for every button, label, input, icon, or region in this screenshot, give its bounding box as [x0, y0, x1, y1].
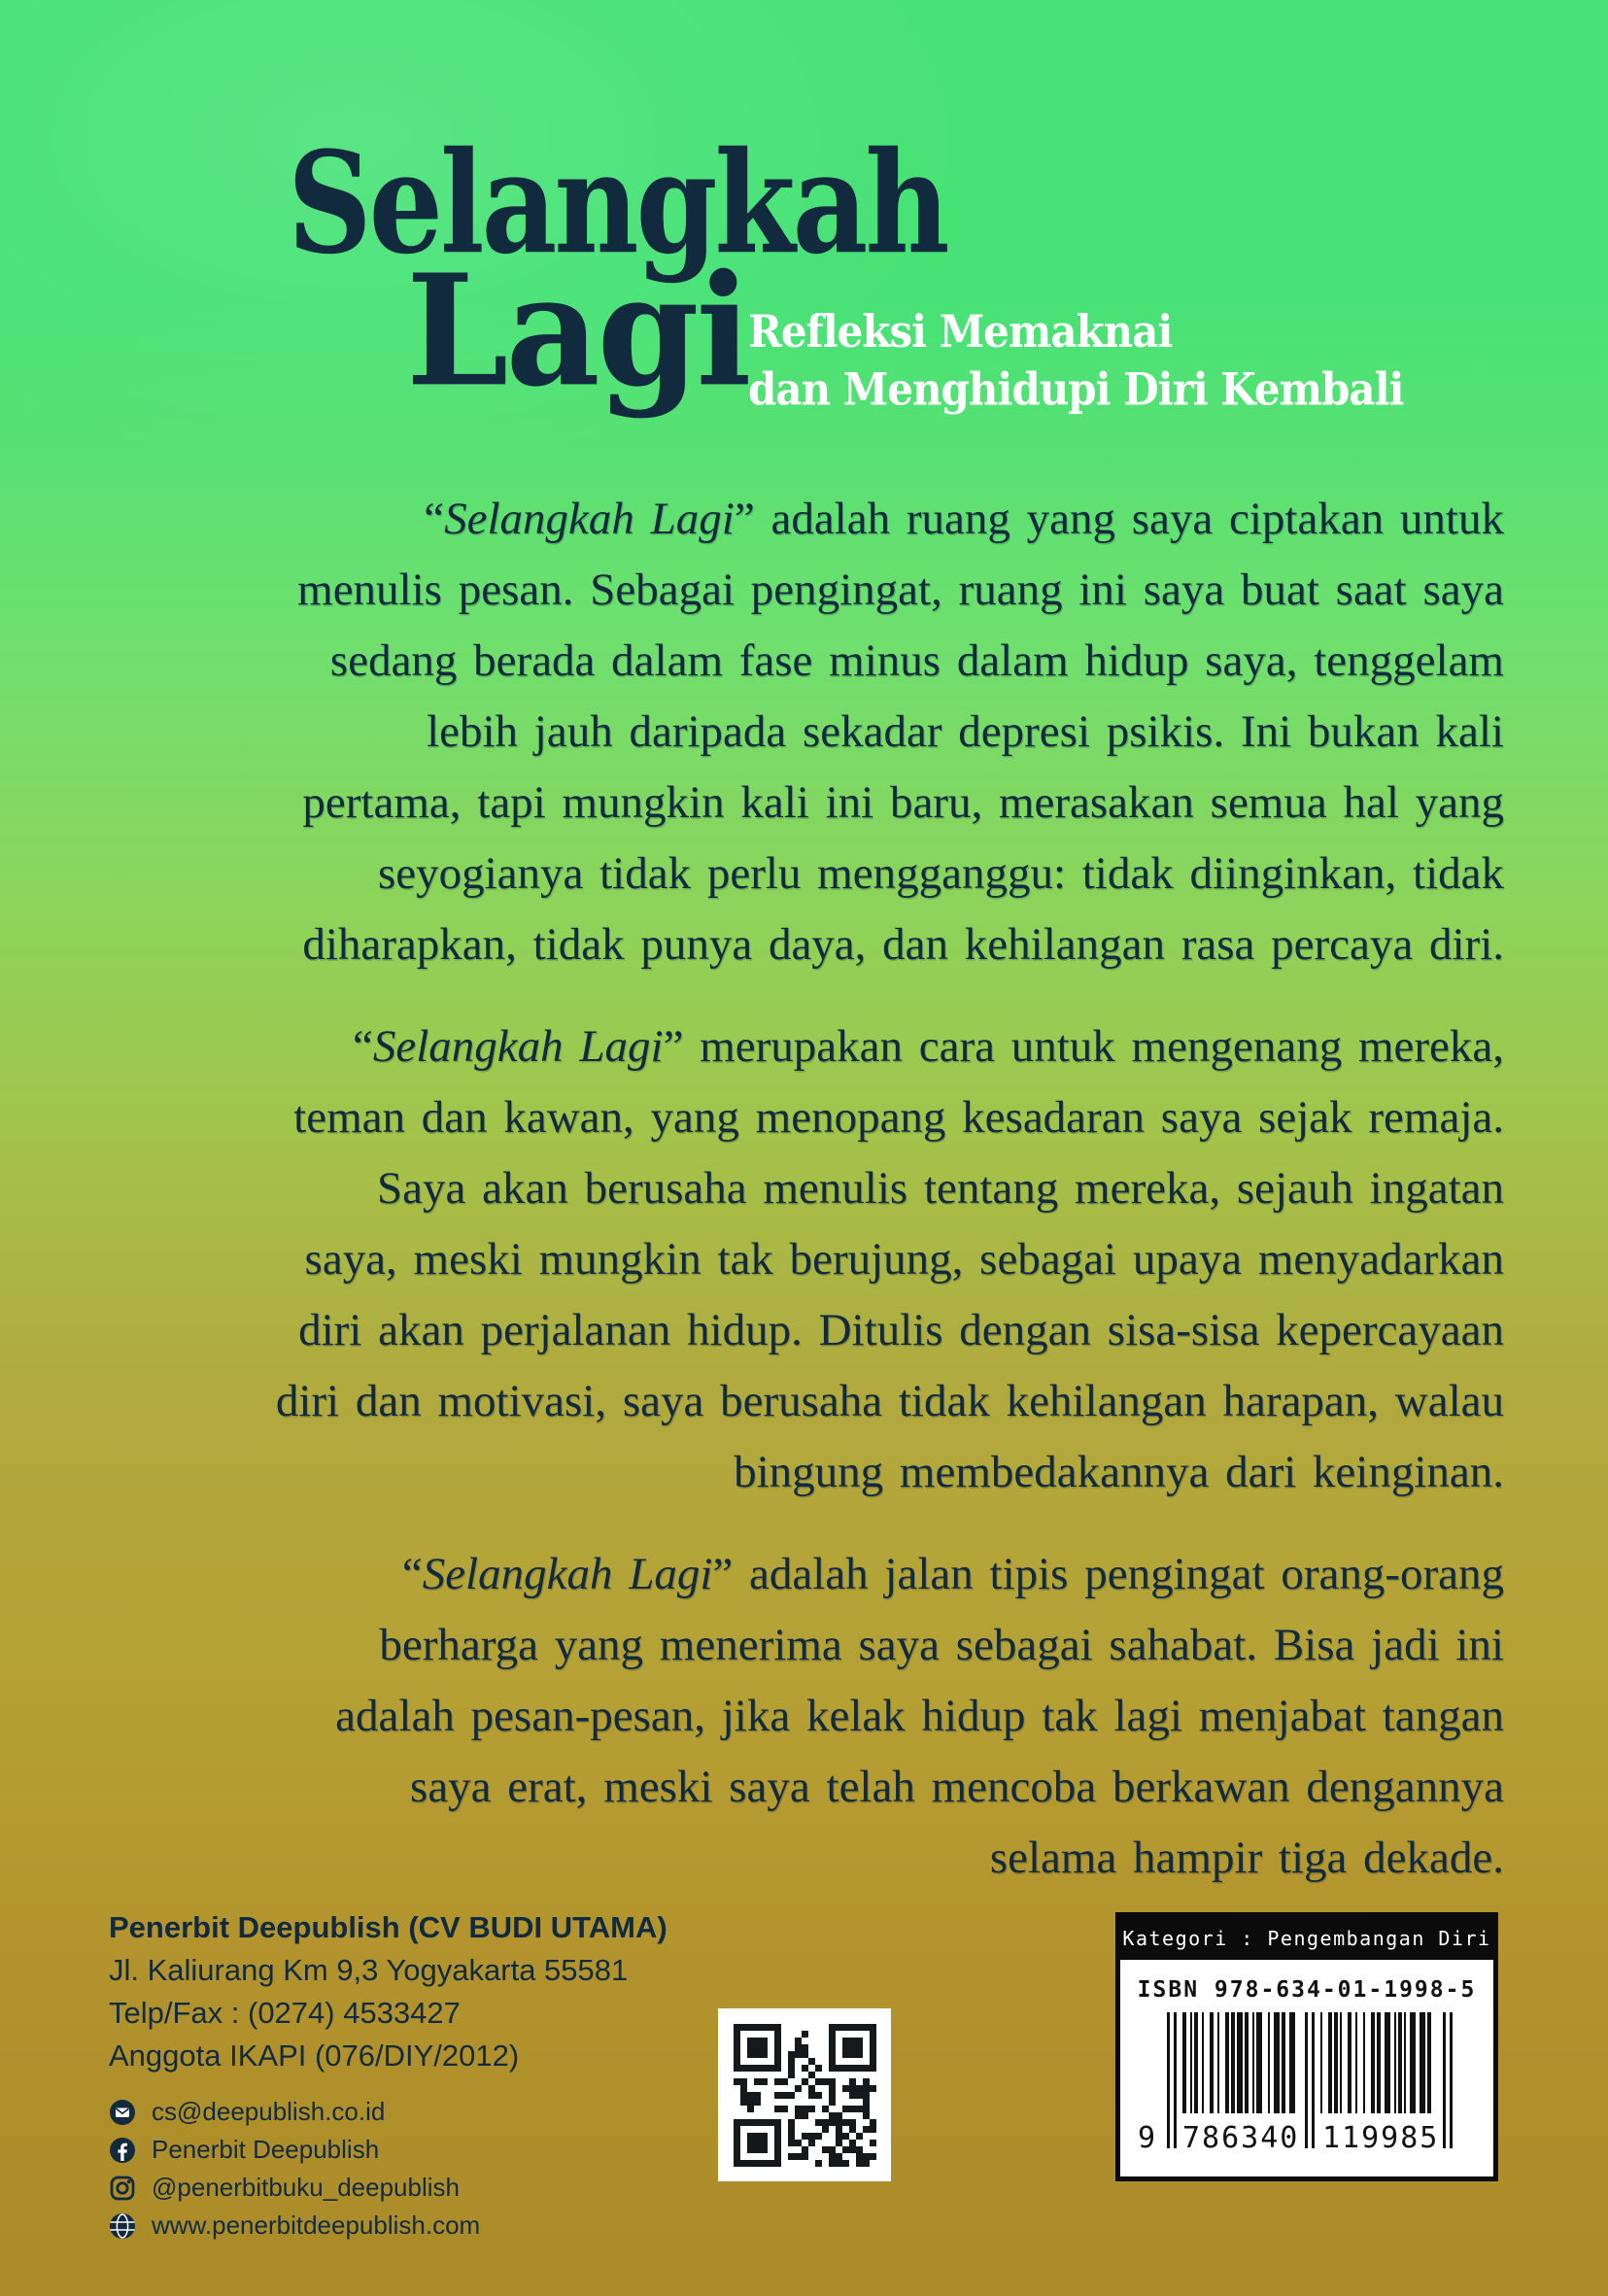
synopsis-line: adalah pesan-pesan, jika kelak hidup tak lagi menjabat tangan — [335, 1691, 1504, 1741]
synopsis-line: “Selangkah Lagi” merupakan cara untuk mengenang mereka, — [353, 1021, 1504, 1072]
synopsis-line: saya erat, meski saya telah mencoba berkawan dengannya — [410, 1762, 1504, 1812]
barcode — [1140, 2012, 1474, 2158]
book-subtitle-line2: dan Menghidupi Diri Kembali — [748, 362, 1404, 416]
synopsis-line: seyogianya tidak perlu mengganggu: tidak diinginkan, tidak — [377, 848, 1504, 899]
synopsis-paragraph — [102, 1011, 1504, 1508]
synopsis-line: sedang berada dalam fase minus dalam hidup saya, tenggelam — [329, 635, 1504, 686]
barcode-digit-group: 119985 — [1322, 2121, 1440, 2155]
book-subtitle — [748, 303, 1404, 419]
book-subtitle-line1: Refleksi Memaknai — [748, 305, 1173, 359]
synopsis-line: “Selangkah Lagi” adalah jalan tipis pengingat orang-orang — [401, 1549, 1504, 1599]
synopsis-paragraph — [102, 484, 1504, 980]
publisher-address: Jl. Kaliurang Km 9,3 Yogyakarta 55581 — [109, 1953, 629, 1987]
category-badge: Kategori : Pengembangan Diri — [1120, 1917, 1493, 1960]
synopsis-line: lebih jauh daripada sekadar depresi psikis. Ini bukan kali — [427, 706, 1504, 757]
synopsis-line: teman dan kawan, yang menopang kesadaran saya sejak remaja. — [293, 1092, 1504, 1143]
synopsis-line: selama hampir tiga dekade. — [989, 1833, 1504, 1883]
contact-instagram-label: @penerbitbuku_deepublish — [152, 2173, 460, 2202]
synopsis-line: “Selangkah Lagi” adalah ruang yang saya ciptakan untuk — [424, 494, 1504, 544]
synopsis-paragraph — [102, 1539, 1504, 1894]
synopsis-line: berharga yang menerima saya sebagai sahabat. Bisa jadi ini — [379, 1620, 1504, 1670]
contact-row-website — [109, 2207, 667, 2245]
publisher-name: Penerbit Deepublish (CV BUDI UTAMA) — [109, 1910, 667, 1944]
synopsis-line: pertama, tapi mungkin kali ini baru, merasakan semua hal yang — [302, 777, 1504, 828]
synopsis-line: menulis pesan. Sebagai pengingat, ruang ini saya buat saat saya — [297, 565, 1504, 615]
publisher-phone: Telp/Fax : (0274) 4533427 — [109, 1996, 461, 2030]
synopsis-line: saya, meski mungkin tak berujung, sebagai upaya menyadarkan — [304, 1234, 1504, 1285]
barcode-panel — [1115, 1912, 1498, 2181]
book-title-line2: Lagi — [406, 241, 749, 422]
facebook-icon — [109, 2137, 136, 2164]
contact-facebook-label: Penerbit Deepublish — [152, 2135, 380, 2164]
contact-row-email — [109, 2093, 667, 2131]
contact-row-facebook — [109, 2131, 667, 2169]
synopsis-line: diharapkan, tidak punya daya, dan kehilangan rasa percaya diri. — [302, 919, 1504, 970]
barcode-digit-group: 786340 — [1182, 2121, 1300, 2155]
book-title-line1: Selangkah — [288, 120, 947, 286]
contact-row-instagram — [109, 2169, 667, 2207]
barcode-digit-group: 9 — [1138, 2121, 1156, 2155]
barcode-body — [1120, 1977, 1493, 2194]
publisher-membership: Anggota IKAPI (076/DIY/2012) — [109, 2039, 520, 2073]
synopsis-line: diri akan perjalanan hidup. Ditulis dengan sisa-sisa kepercayaan — [298, 1305, 1504, 1355]
qr-code — [718, 2008, 891, 2181]
contact-website-label: www.penerbitdeepublish.com — [152, 2210, 481, 2240]
instagram-icon — [109, 2175, 136, 2202]
synopsis-line: bingung membedakannya dari keinginan. — [734, 1447, 1504, 1497]
website-icon — [109, 2212, 136, 2240]
synopsis-line: diri dan motivasi, saya berusaha tidak kehilangan harapan, walau — [275, 1376, 1504, 1426]
publisher-block — [109, 1906, 667, 2245]
email-icon — [109, 2099, 136, 2126]
publisher-contacts — [109, 2093, 667, 2245]
isbn-label: ISBN 978-634-01-1998-5 — [1137, 1977, 1477, 2003]
synopsis-line: Saya akan berusaha menulis tentang mereka, sejauh ingatan — [377, 1163, 1504, 1214]
qr-pattern — [734, 2024, 876, 2167]
contact-email-label: cs@deepublish.co.id — [152, 2097, 386, 2126]
synopsis-text — [102, 484, 1504, 1925]
